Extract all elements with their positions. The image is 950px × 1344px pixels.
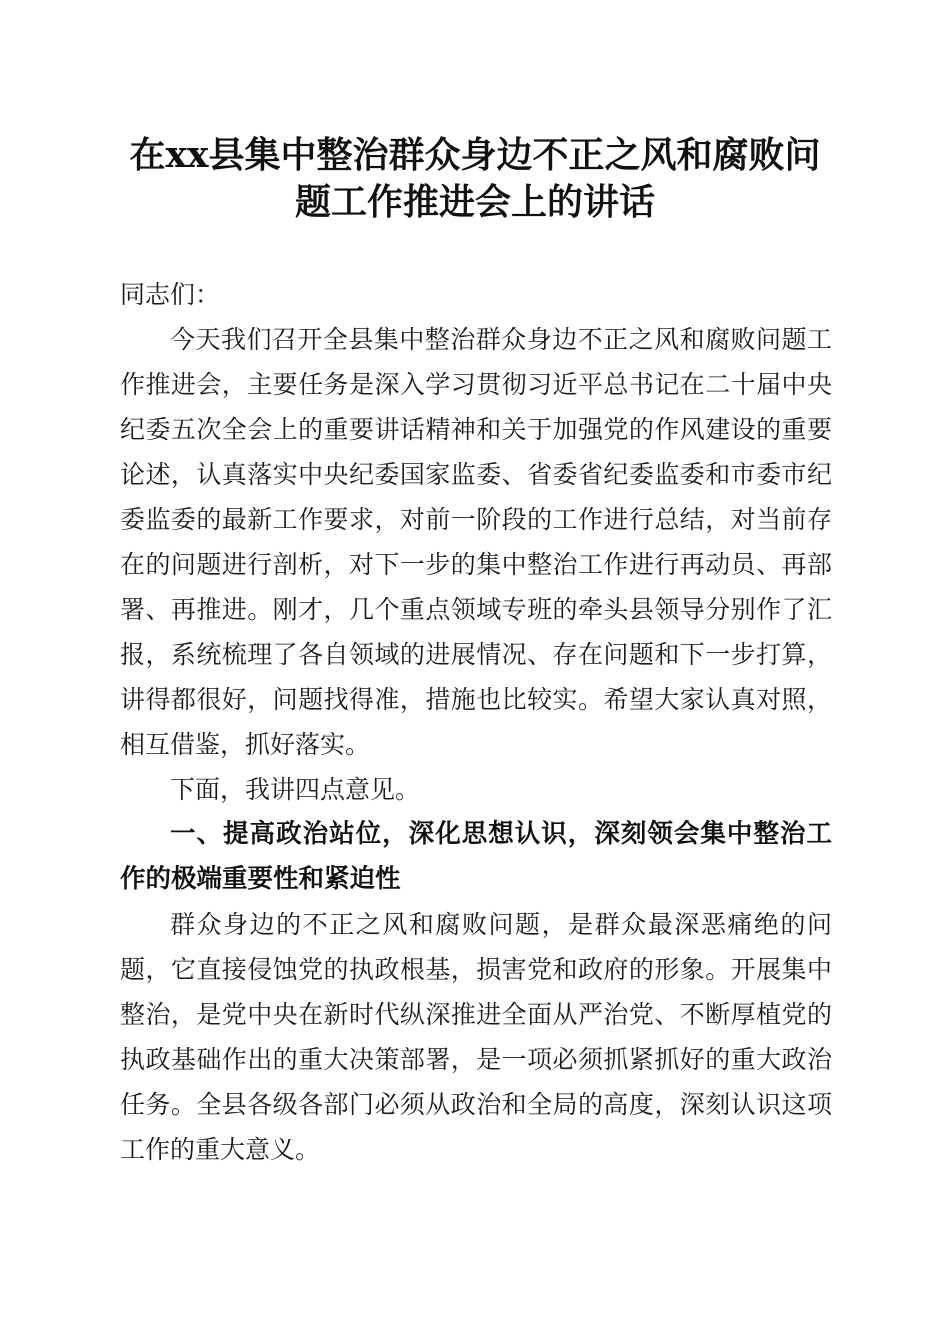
document-title	[110, 132, 840, 226]
document-body	[120, 272, 832, 1172]
title-line-2: 题工作推进会上的讲话	[294, 181, 655, 223]
salutation: 同志们：	[120, 280, 221, 309]
intro-paragraph: 今天我们召开全县集中整治群众身边不正之风和腐败问题工作推进会，主要任务是深入学习贯彻习近平总书记在二十届中央纪委五次全会上的重要讲话精神和关于加强党的作风建设的重要论述，认真落实中央纪委国家监委、省委省纪委监委和市委市纪委监委的最新工作要求，对前一阶段的工作进行总结，对当前存在的问题进行剖析，对下一步的集中整治工作进行再动员、再部署、再推进。刚才，几个重点领域专班的牵头县领导分别作了汇报，系统梳理了各自领域的进展情况、存在问题和下一步打算，讲得都很好，问题找得准，措施也比较实。希望大家认真对照，相互借鉴，抓好落实。	[120, 325, 832, 759]
section-1-heading: 一、提高政治站位，深化思想认识，深刻领会集中整治工作的极端重要性和紧迫性	[120, 819, 832, 894]
section-1-paragraph: 群众身边的不正之风和腐败问题，是群众最深恶痛绝的问题，它直接侵蚀党的执政根基，损害党和政府的形象。开展集中整治，是党中央在新时代纵深推进全面从严治党、不断厚植党的执政基础作出的重大决策部署，是一项必须抓紧抓好的重大政治任务。全县各级各部门必须从政治和全局的高度，深刻认识这项工作的重大意义。	[120, 910, 832, 1164]
title-line-1: 在xx县集中整治群众身边不正之风和腐败问	[129, 134, 821, 176]
outline-paragraph: 下面，我讲四点意见。	[170, 775, 421, 804]
